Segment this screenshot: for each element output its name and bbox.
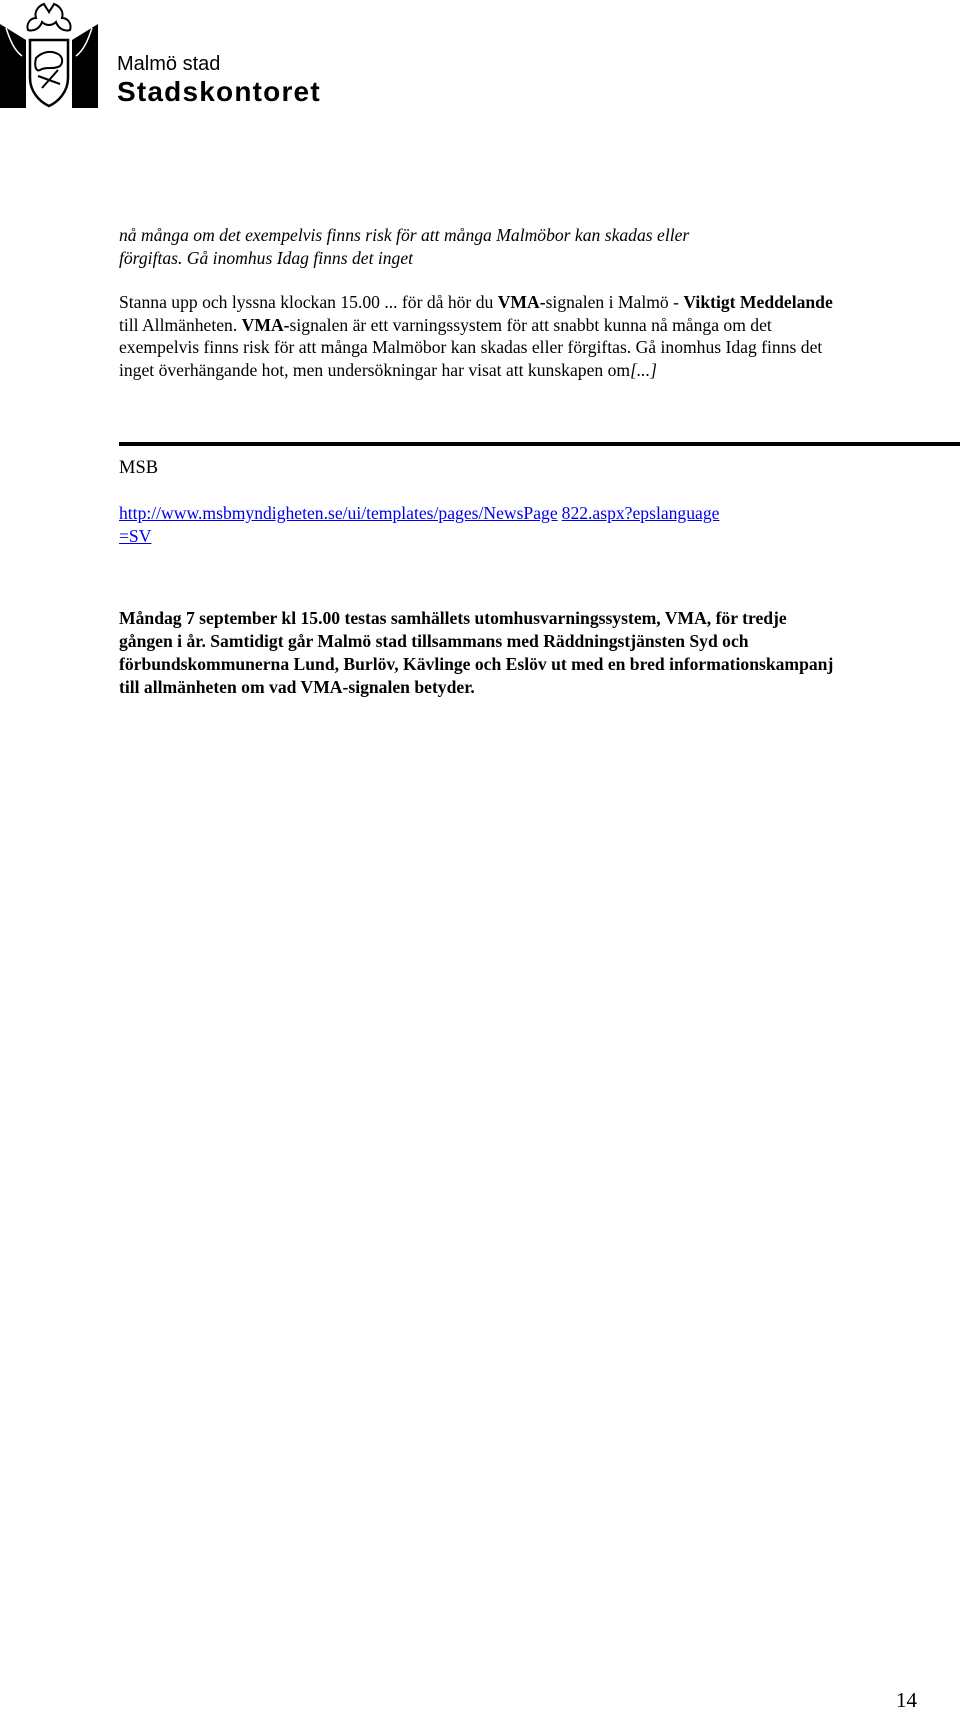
organization-header [117,52,321,109]
announcement-paragraph: Måndag 7 september kl 15.00 testas samhällets utomhusvarningssystem, VMA, för tredje gången i år. Samtidigt går Malmö stad tillsammans med Räddningstjänsten Syd och förbundskommunerna Lund, Burlöv, Kävlinge och Eslöv ut med en bred informationskampanj till allmänheten om vad VMA-signalen betyder. [119,608,834,697]
department-name: Stadskontoret [117,76,321,107]
malmo-coat-of-arms-logo [0,0,98,108]
section-divider [119,442,960,446]
intro-paragraph [119,224,839,269]
body-text-4: signalen är ett varningssystem för att snabbt kunna nå många om det exempelvis finns risk för att många Malmöbor kan skadas eller förgiftas. Gå inomhus Idag finns det inget överhängande hot, men undersökningar har visat att kunskapen om [119,314,823,380]
body-text-1: Stanna upp och lyssna klockan 15.00 ... för då hör du [119,292,498,312]
body-bold-vma-1: VMA- [497,292,546,312]
body-text-3: till Allmänheten. [119,314,242,335]
intro-line-1: nå många om det exempelvis finns risk för att många Malmöbor kan skadas eller [119,225,690,245]
source-url-part-2[interactable]: 822.aspx?epslanguage [561,503,720,523]
page-number: 14 [896,1688,917,1712]
body-paragraph [119,291,839,381]
body-ellipsis: [...] [630,359,657,380]
city-name: Malmö stad [117,53,221,75]
source-label: MSB [119,458,159,478]
body-bold-vma-2: VMA- [241,314,290,335]
intro-line-2: förgiftas. Gå inomhus Idag finns det inget [119,247,414,268]
body-bold-viktigt-meddelande: Viktigt Meddelande [683,292,833,312]
source-url-part-1[interactable]: http://www.msbmyndigheten.se/ui/templates/pages/NewsPage [119,503,558,523]
source-url-part-3[interactable]: =SV [119,525,152,546]
body-text-2: signalen i Malmö - [545,292,684,312]
source-link[interactable] [119,502,849,547]
